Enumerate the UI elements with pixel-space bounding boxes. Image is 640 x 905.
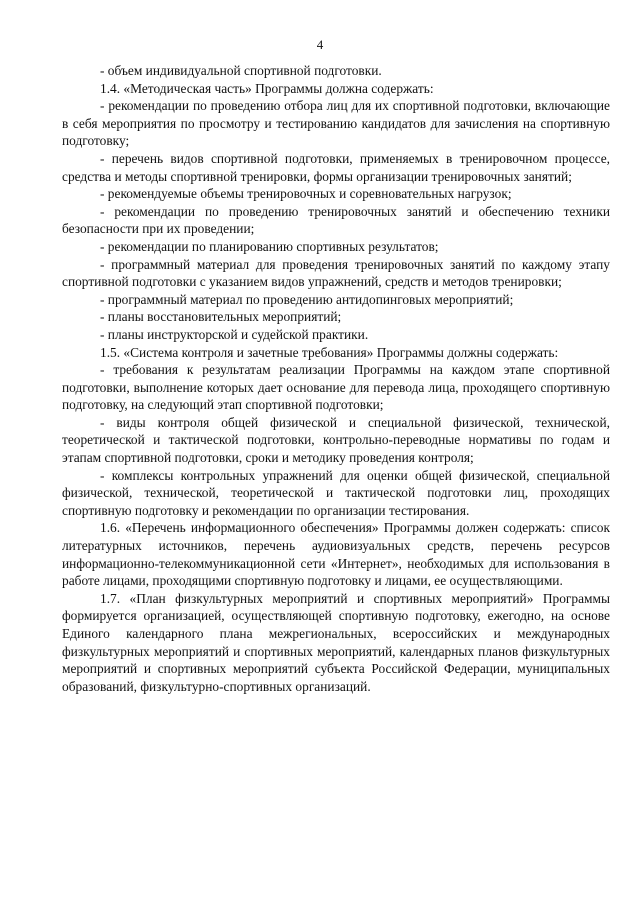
paragraph-program-material-stages: - программный материал для проведения тренировочных занятий по каждому этапу спортивной подготовки с указанием видов упражнений, средств и методов тренировки; <box>62 256 610 290</box>
paragraph-training-types-list: - перечень видов спортивной подготовки, применяемых в тренировочном процессе, средства и методы спортивной тренировки, формы организации тренировочных занятий; <box>62 150 610 184</box>
paragraph-section-1-6: 1.6. «Перечень информационного обеспечения» Программы должен содержать: список литературных источников, перечень аудиовизуальных средств, перечень ресурсов информационно-телекоммуникационной сети «Интернет», необходимых для использования в работе лицами, проходящими спортивную подготовку и лицами, ее осуществляющими. <box>62 520 610 589</box>
paragraph-instructor-practice-plans: - планы инструкторской и судейской практики. <box>100 326 369 342</box>
paragraph-results-requirements: - требования к результатам реализации Программы на каждом этапе спортивной подготовки, выполнение которых дает основание для перевода лица, проходящего спортивную подготовку, на следующий этап спортивной подготовки; <box>62 362 610 413</box>
paragraph-section-1-5-heading: 1.5. «Система контроля и зачетные требования» Программы должны содержать: <box>100 344 559 360</box>
paragraph-section-1-4-heading: 1.4. «Методическая часть» Программы должна содержать: <box>100 80 434 96</box>
paragraph-individual-training-volume: - объем индивидуальной спортивной подготовки. <box>100 63 382 78</box>
page-number: 4 <box>316 37 324 52</box>
paragraph-results-planning: - рекомендации по планированию спортивных результатов; <box>100 238 439 254</box>
paragraph-control-types: - виды контроля общей физической и специальной физической, технической, теоретической и тактической подготовки, контрольно-переводные нормативы по годам и этапам спортивной подготовки, сроки и методику проведения контроля; <box>62 414 610 466</box>
paragraph-selection-recommendations: - рекомендации по проведению отбора лиц для их спортивной подготовки, включающие в себя мероприятия по просмотру и тестированию кандидатов для зачисления на спортивную подготовку; <box>62 98 610 149</box>
paragraph-recommended-loads: - рекомендуемые объемы тренировочных и соревновательных нагрузок; <box>100 186 512 202</box>
paragraph-recovery-plans: - планы восстановительных мероприятий; <box>100 309 342 325</box>
paragraph-control-exercises: - комплексы контрольных упражнений для оценки общей физической, специальной физической, технической, теоретической и тактической подготовки лиц, проходящих спортивную подготовку и рекомендации по организации тестирования. <box>62 467 610 518</box>
paragraph-section-1-7: 1.7. «План физкультурных мероприятий и спортивных мероприятий» Программы формируется организацией, осуществляющей спортивную подготовку, ежегодно, на основе Единого календарного плана межрегиональных, всероссийских и международных физкультурных мероприятий и спортивных мероприятий, календарных планов физкультурных мероприятий и спортивных мероприятий субъекта Российской Федерации, муниципальных образований, физкультурно-спортивных организаций. <box>62 590 610 694</box>
document-body <box>62 62 610 695</box>
paragraph-antidoping-material: - программный материал по проведению антидопинговых мероприятий; <box>100 291 514 307</box>
paragraph-safety-recommendations: - рекомендации по проведению тренировочных занятий и обеспечению техники безопасности при их проведении; <box>62 203 610 237</box>
